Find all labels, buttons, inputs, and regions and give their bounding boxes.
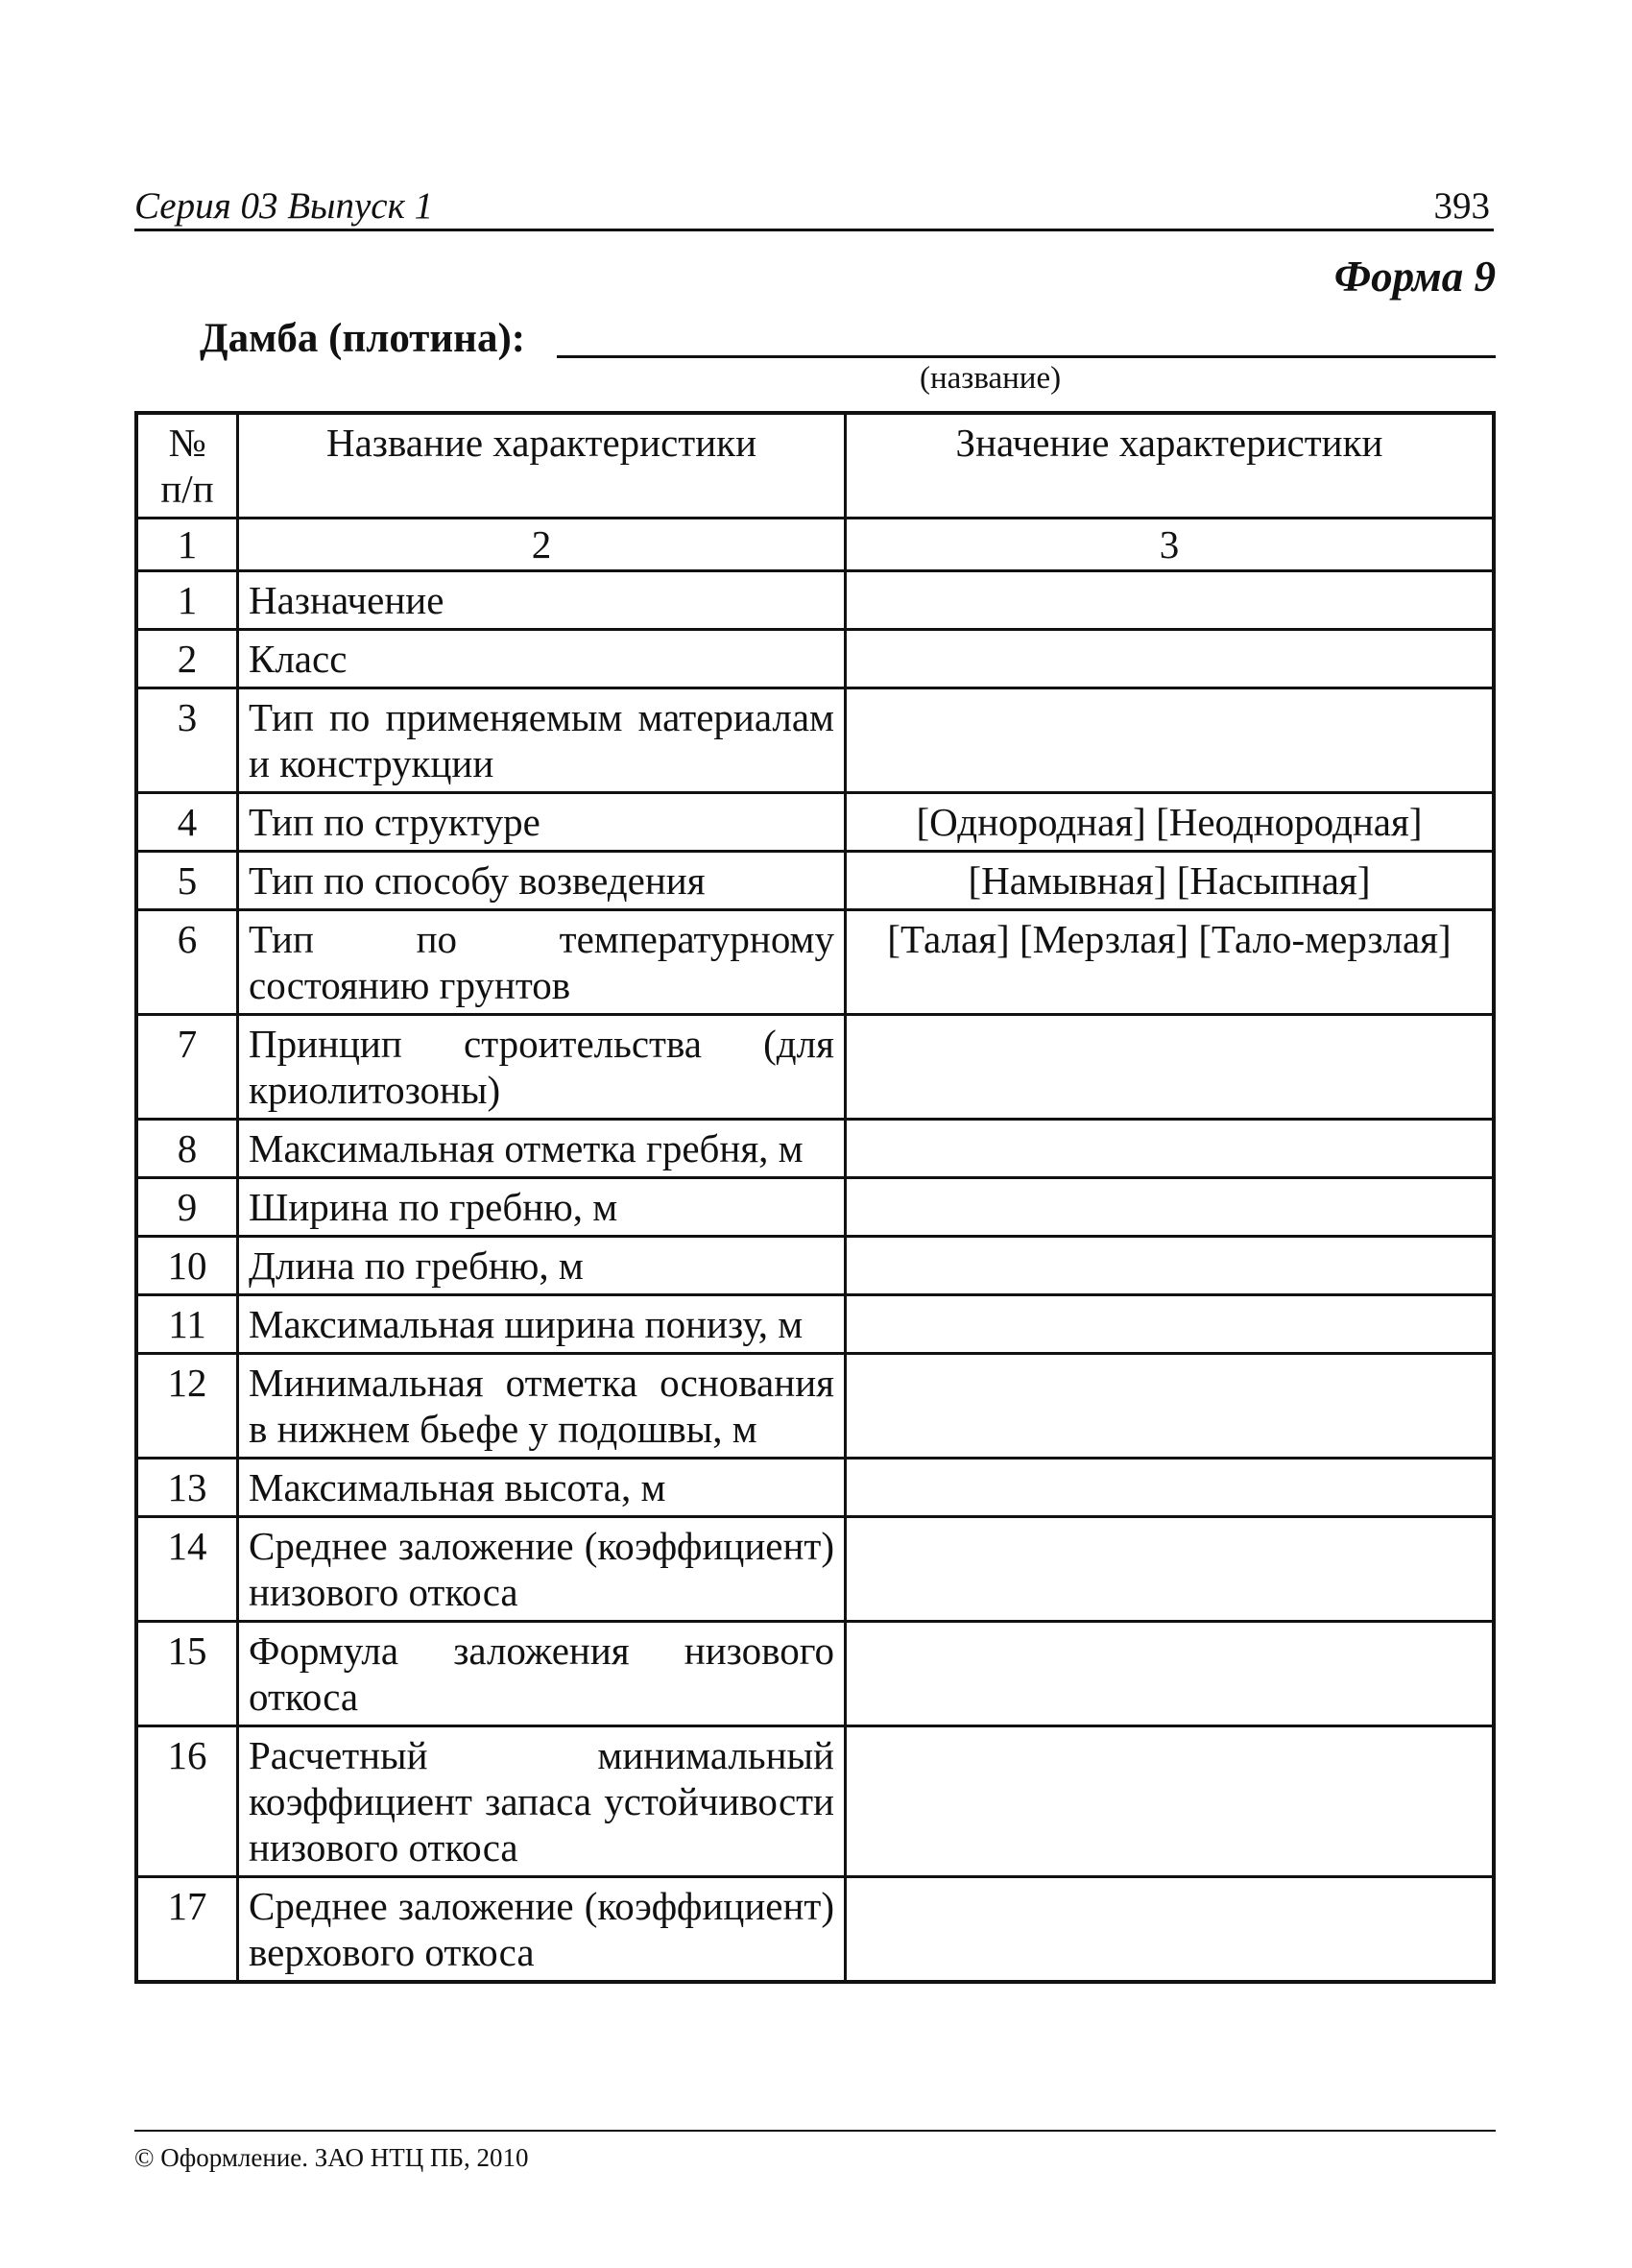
characteristic-name: Тип по применяемым материалам и конструкции bbox=[238, 688, 846, 793]
table-row bbox=[136, 1459, 1494, 1517]
header-name: Название характеристики bbox=[238, 413, 846, 519]
table-row bbox=[136, 910, 1494, 1015]
row-number: 16 bbox=[136, 1726, 238, 1877]
characteristic-value bbox=[846, 1726, 1495, 1877]
row-number: 17 bbox=[136, 1877, 238, 1983]
characteristic-value: [Талая] [Мерзлая] [Тало-мерзлая] bbox=[846, 910, 1495, 1015]
row-number: 7 bbox=[136, 1015, 238, 1120]
characteristic-value bbox=[846, 1877, 1495, 1983]
row-number: 13 bbox=[136, 1459, 238, 1517]
table-row bbox=[136, 852, 1494, 910]
series-issue: Серия 03 Выпуск 1 bbox=[134, 185, 434, 227]
name-caption: (название) bbox=[920, 361, 1062, 396]
table-row bbox=[136, 1015, 1494, 1120]
column-number: 1 bbox=[136, 519, 238, 571]
characteristic-value bbox=[846, 1120, 1495, 1178]
row-number: 4 bbox=[136, 793, 238, 852]
page-header bbox=[134, 184, 1494, 231]
characteristic-value bbox=[846, 1517, 1495, 1622]
copyright-footer: © Оформление. ЗАО НТЦ ПБ, 2010 bbox=[134, 2143, 529, 2172]
column-number: 2 bbox=[238, 519, 846, 571]
characteristic-value bbox=[846, 1178, 1495, 1237]
table-header-row bbox=[136, 413, 1494, 519]
row-number: 3 bbox=[136, 688, 238, 793]
characteristic-value bbox=[846, 571, 1495, 630]
dam-name-row bbox=[200, 309, 1496, 367]
characteristic-name: Тип по способу возведения bbox=[238, 852, 846, 910]
characteristic-value bbox=[846, 688, 1495, 793]
characteristic-name: Среднее заложение (коэффициент) верхового откоса bbox=[238, 1877, 846, 1983]
characteristic-name: Расчетный минимальный коэффициент запаса устойчивости низового откоса bbox=[238, 1726, 846, 1877]
characteristic-value bbox=[846, 1295, 1495, 1354]
page-number: 393 bbox=[1433, 185, 1490, 227]
table-row bbox=[136, 793, 1494, 852]
table-row bbox=[136, 571, 1494, 630]
table-row bbox=[136, 688, 1494, 793]
row-number: 12 bbox=[136, 1354, 238, 1459]
characteristic-name: Тип по температурному состоянию грунтов bbox=[238, 910, 846, 1015]
table-row bbox=[136, 1517, 1494, 1622]
characteristic-value bbox=[846, 1015, 1495, 1120]
table-row bbox=[136, 1726, 1494, 1877]
characteristic-value: [Намывная] [Насыпная] bbox=[846, 852, 1495, 910]
characteristic-value bbox=[846, 1354, 1495, 1459]
header-number: № п/п bbox=[136, 413, 238, 519]
row-number: 15 bbox=[136, 1622, 238, 1726]
characteristic-name: Максимальная высота, м bbox=[238, 1459, 846, 1517]
characteristic-name: Назначение bbox=[238, 571, 846, 630]
table-row bbox=[136, 630, 1494, 688]
characteristic-name: Формула заложения низового откоса bbox=[238, 1622, 846, 1726]
footer-rule bbox=[134, 2130, 1496, 2132]
header-value: Значение характеристики bbox=[846, 413, 1495, 519]
table-row bbox=[136, 1178, 1494, 1237]
characteristic-name: Максимальная ширина понизу, м bbox=[238, 1295, 846, 1354]
characteristic-value bbox=[846, 1622, 1495, 1726]
characteristic-value bbox=[846, 630, 1495, 688]
characteristics-table bbox=[134, 411, 1496, 1984]
characteristic-name: Ширина по гребню, м bbox=[238, 1178, 846, 1237]
characteristic-name: Среднее заложение (коэффициент) низового откоса bbox=[238, 1517, 846, 1622]
characteristic-name: Минимальная отметка основания в нижнем бьефе у подошвы, м bbox=[238, 1354, 846, 1459]
row-number: 1 bbox=[136, 571, 238, 630]
table-row bbox=[136, 1295, 1494, 1354]
table-row bbox=[136, 1877, 1494, 1983]
characteristic-name: Тип по структуре bbox=[238, 793, 846, 852]
row-number: 14 bbox=[136, 1517, 238, 1622]
row-number: 2 bbox=[136, 630, 238, 688]
table-row bbox=[136, 1120, 1494, 1178]
row-number: 10 bbox=[136, 1237, 238, 1295]
dam-name-blank bbox=[557, 355, 1496, 358]
dam-label: Дамба (плотина): bbox=[200, 316, 526, 361]
characteristic-value: [Однородная] [Неоднородная] bbox=[846, 793, 1495, 852]
column-number: 3 bbox=[846, 519, 1495, 571]
characteristic-name: Класс bbox=[238, 630, 846, 688]
row-number: 11 bbox=[136, 1295, 238, 1354]
form-label: Форма 9 bbox=[1333, 253, 1496, 301]
table-row bbox=[136, 1237, 1494, 1295]
row-number: 8 bbox=[136, 1120, 238, 1178]
row-number: 6 bbox=[136, 910, 238, 1015]
characteristic-name: Максимальная отметка гребня, м bbox=[238, 1120, 846, 1178]
row-number: 9 bbox=[136, 1178, 238, 1237]
characteristic-name: Принцип строительства (для криолитозоны) bbox=[238, 1015, 846, 1120]
table-row bbox=[136, 1354, 1494, 1459]
characteristic-value bbox=[846, 1459, 1495, 1517]
characteristic-name: Длина по гребню, м bbox=[238, 1237, 846, 1295]
characteristic-value bbox=[846, 1237, 1495, 1295]
table-row bbox=[136, 1622, 1494, 1726]
row-number: 5 bbox=[136, 852, 238, 910]
column-numbers-row bbox=[136, 519, 1494, 571]
